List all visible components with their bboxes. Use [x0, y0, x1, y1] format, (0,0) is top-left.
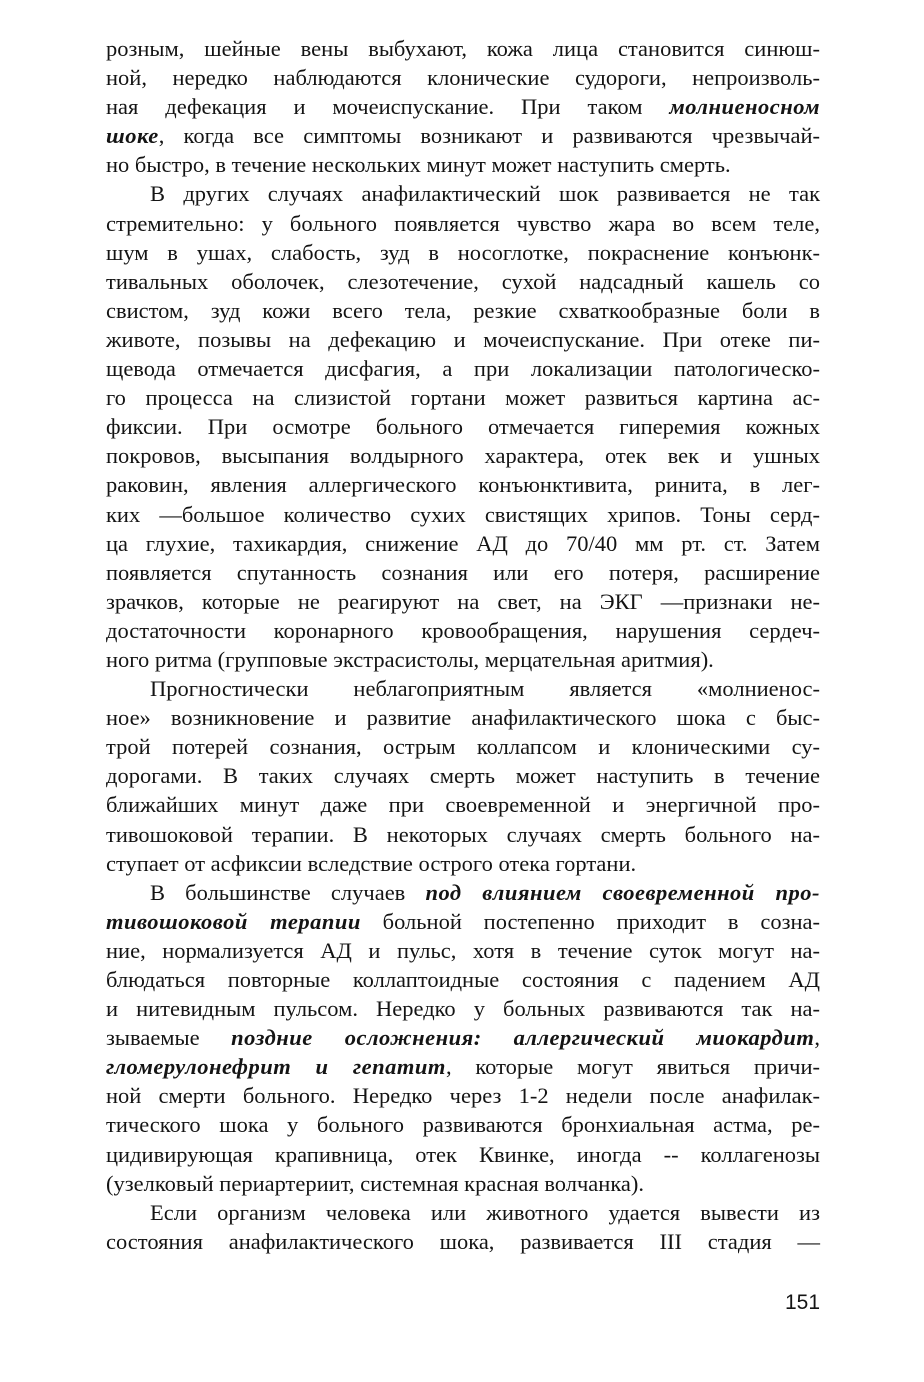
text-line: [106, 1052, 820, 1081]
text-segment: Если организм человека или животного удается вывести из: [150, 1199, 820, 1225]
text-segment: достаточности коронарного кровообращения, нарушения сердеч-: [106, 617, 820, 643]
text-line: [106, 703, 820, 732]
text-segment: , которые могут явиться причи-: [445, 1054, 821, 1080]
text-segment: состояния анафилактического шока, развивается III стадия —: [106, 1228, 820, 1254]
page-text: [106, 34, 820, 1256]
text-line: [106, 325, 820, 354]
text-line: [106, 1198, 820, 1227]
text-line: [106, 558, 820, 587]
text-segment: В других случаях анафилактический шок развивается не так: [150, 181, 820, 207]
text-line: [106, 92, 820, 121]
text-line: [106, 1023, 820, 1052]
text-line: [106, 150, 820, 179]
text-segment: и нитевидным пульсом. Нередко у больных развиваются так на-: [106, 996, 820, 1022]
text-line: [106, 1169, 820, 1198]
text-segment: стремительно: у больного появляется чувство жара во всем теле,: [106, 210, 820, 236]
text-line: [106, 34, 820, 63]
text-segment: щевода отмечается дисфагия, а при локализации патологическо-: [106, 356, 820, 382]
text-segment: го процесса на слизистой гортани может развиться картина ас-: [106, 385, 820, 411]
text-segment: ного ритма (групповые экстрасистолы, мерцательная аритмия).: [106, 646, 714, 672]
text-segment: ких —большое количество сухих свистящих хрипов. Тоны серд-: [106, 501, 820, 527]
emphasis-text: поздние осложнения: аллергический миокардит: [231, 1025, 815, 1051]
emphasis-text: шоке: [106, 123, 159, 149]
text-line: [106, 209, 820, 238]
text-line: [106, 587, 820, 616]
text-line: [106, 296, 820, 325]
text-segment: ной, нередко наблюдаются клонические судороги, непроизволь-: [106, 65, 820, 91]
text-line: [106, 441, 820, 470]
text-line: [106, 500, 820, 529]
text-segment: зываемые: [106, 1025, 232, 1051]
text-line: [106, 121, 820, 150]
text-segment: свистом, зуд кожи всего тела, резкие схваткообразные боли в: [106, 297, 820, 323]
text-segment: В большинстве случаев: [150, 879, 426, 905]
text-line: [106, 645, 820, 674]
text-line: [106, 616, 820, 645]
text-line: [106, 820, 820, 849]
text-segment: животе, позывы на дефекацию и мочеиспускание. При отеке пи-: [106, 326, 820, 352]
text-segment: шум в ушах, слабость, зуд в носоглотке, покраснение конъюнк-: [106, 239, 820, 265]
text-line: [106, 761, 820, 790]
text-line: [106, 1140, 820, 1169]
text-segment: розным, шейные вены выбухают, кожа лица становится синюш-: [106, 36, 820, 61]
text-segment: ближайших минут даже при своевременной и энергичной про-: [106, 792, 820, 818]
text-line: [106, 878, 820, 907]
emphasis-text: молниеносном: [669, 94, 820, 120]
text-segment: раковин, явления аллергического конъюнктивита, ринита, в лег-: [106, 472, 820, 498]
text-line: [106, 907, 820, 936]
text-line: [106, 179, 820, 208]
text-segment: фиксии. При осмотре больного отмечается гиперемия кожных: [106, 414, 820, 440]
text-line: [106, 383, 820, 412]
text-line: [106, 238, 820, 267]
text-line: [106, 529, 820, 558]
text-segment: ние, нормализуется АД и пульс, хотя в течение суток могут на-: [106, 937, 820, 963]
text-segment: но быстро, в течение нескольких минут может наступить смерть.: [106, 152, 731, 178]
text-segment: ная дефекация и мочеиспускание. При таком: [106, 94, 670, 120]
text-segment: тического шока у больного развиваются бронхиальная астма, ре-: [106, 1112, 820, 1138]
text-line: [106, 994, 820, 1023]
text-segment: больной постепенно приходит в созна-: [360, 908, 820, 934]
page-number: 151: [785, 1291, 821, 1314]
text-line: [106, 936, 820, 965]
text-segment: ,: [814, 1025, 820, 1051]
text-line: [106, 849, 820, 878]
text-line: [106, 732, 820, 761]
text-segment: ной смерти больного. Нередко через 1-2 недели после анафилак-: [106, 1083, 820, 1109]
text-segment: появляется спутанность сознания или его потеря, расширение: [106, 559, 820, 585]
text-line: [106, 790, 820, 819]
text-line: [106, 63, 820, 92]
emphasis-text: тивошоковой терапии: [106, 908, 361, 934]
text-segment: ца глухие, тахикардия, снижение АД до 70/40 мм рт. ст. Затем: [106, 530, 820, 556]
text-segment: ступает от асфиксии вследствие острого отека гортани.: [106, 850, 637, 876]
text-line: [106, 354, 820, 383]
text-segment: тивошоковой терапии. В некоторых случаях смерть больного на-: [106, 821, 820, 847]
text-segment: трой потерей сознания, острым коллапсом и клоническими су-: [106, 734, 820, 760]
text-segment: дорогами. В таких случаях смерть может наступить в течение: [106, 763, 820, 789]
text-line: [106, 412, 820, 441]
text-line: [106, 470, 820, 499]
text-line: [106, 1110, 820, 1139]
text-line: [106, 1081, 820, 1110]
text-line: [106, 674, 820, 703]
text-segment: блюдаться повторные коллаптоидные состояния с падением АД: [106, 967, 820, 992]
emphasis-text: под влиянием своевременной про-: [425, 879, 820, 905]
text-segment: цидивирующая крапивница, отек Квинке, иногда -- коллагенозы: [106, 1141, 820, 1167]
text-segment: (узелковый периартериит, системная красная волчанка).: [106, 1170, 645, 1196]
text-line: [106, 267, 820, 296]
text-segment: тивальных оболочек, слезотечение, сухой надсадный кашель со: [106, 268, 820, 294]
text-line: [106, 965, 820, 994]
text-segment: , когда все симптомы возникают и развиваются чрезвычай-: [158, 123, 820, 149]
emphasis-text: гломерулонефрит и гепатит: [106, 1054, 446, 1080]
text-segment: ное» возникновение и развитие анафилактического шока с быс-: [106, 705, 820, 731]
text-segment: зрачков, которые не реагируют на свет, на ЭКГ —признаки не-: [106, 588, 820, 614]
text-segment: Прогностически неблагоприятным является «молниенос-: [150, 676, 820, 702]
text-line: [106, 1227, 820, 1256]
text-segment: покровов, высыпания волдырного характера, отек век и ушных: [106, 443, 820, 469]
